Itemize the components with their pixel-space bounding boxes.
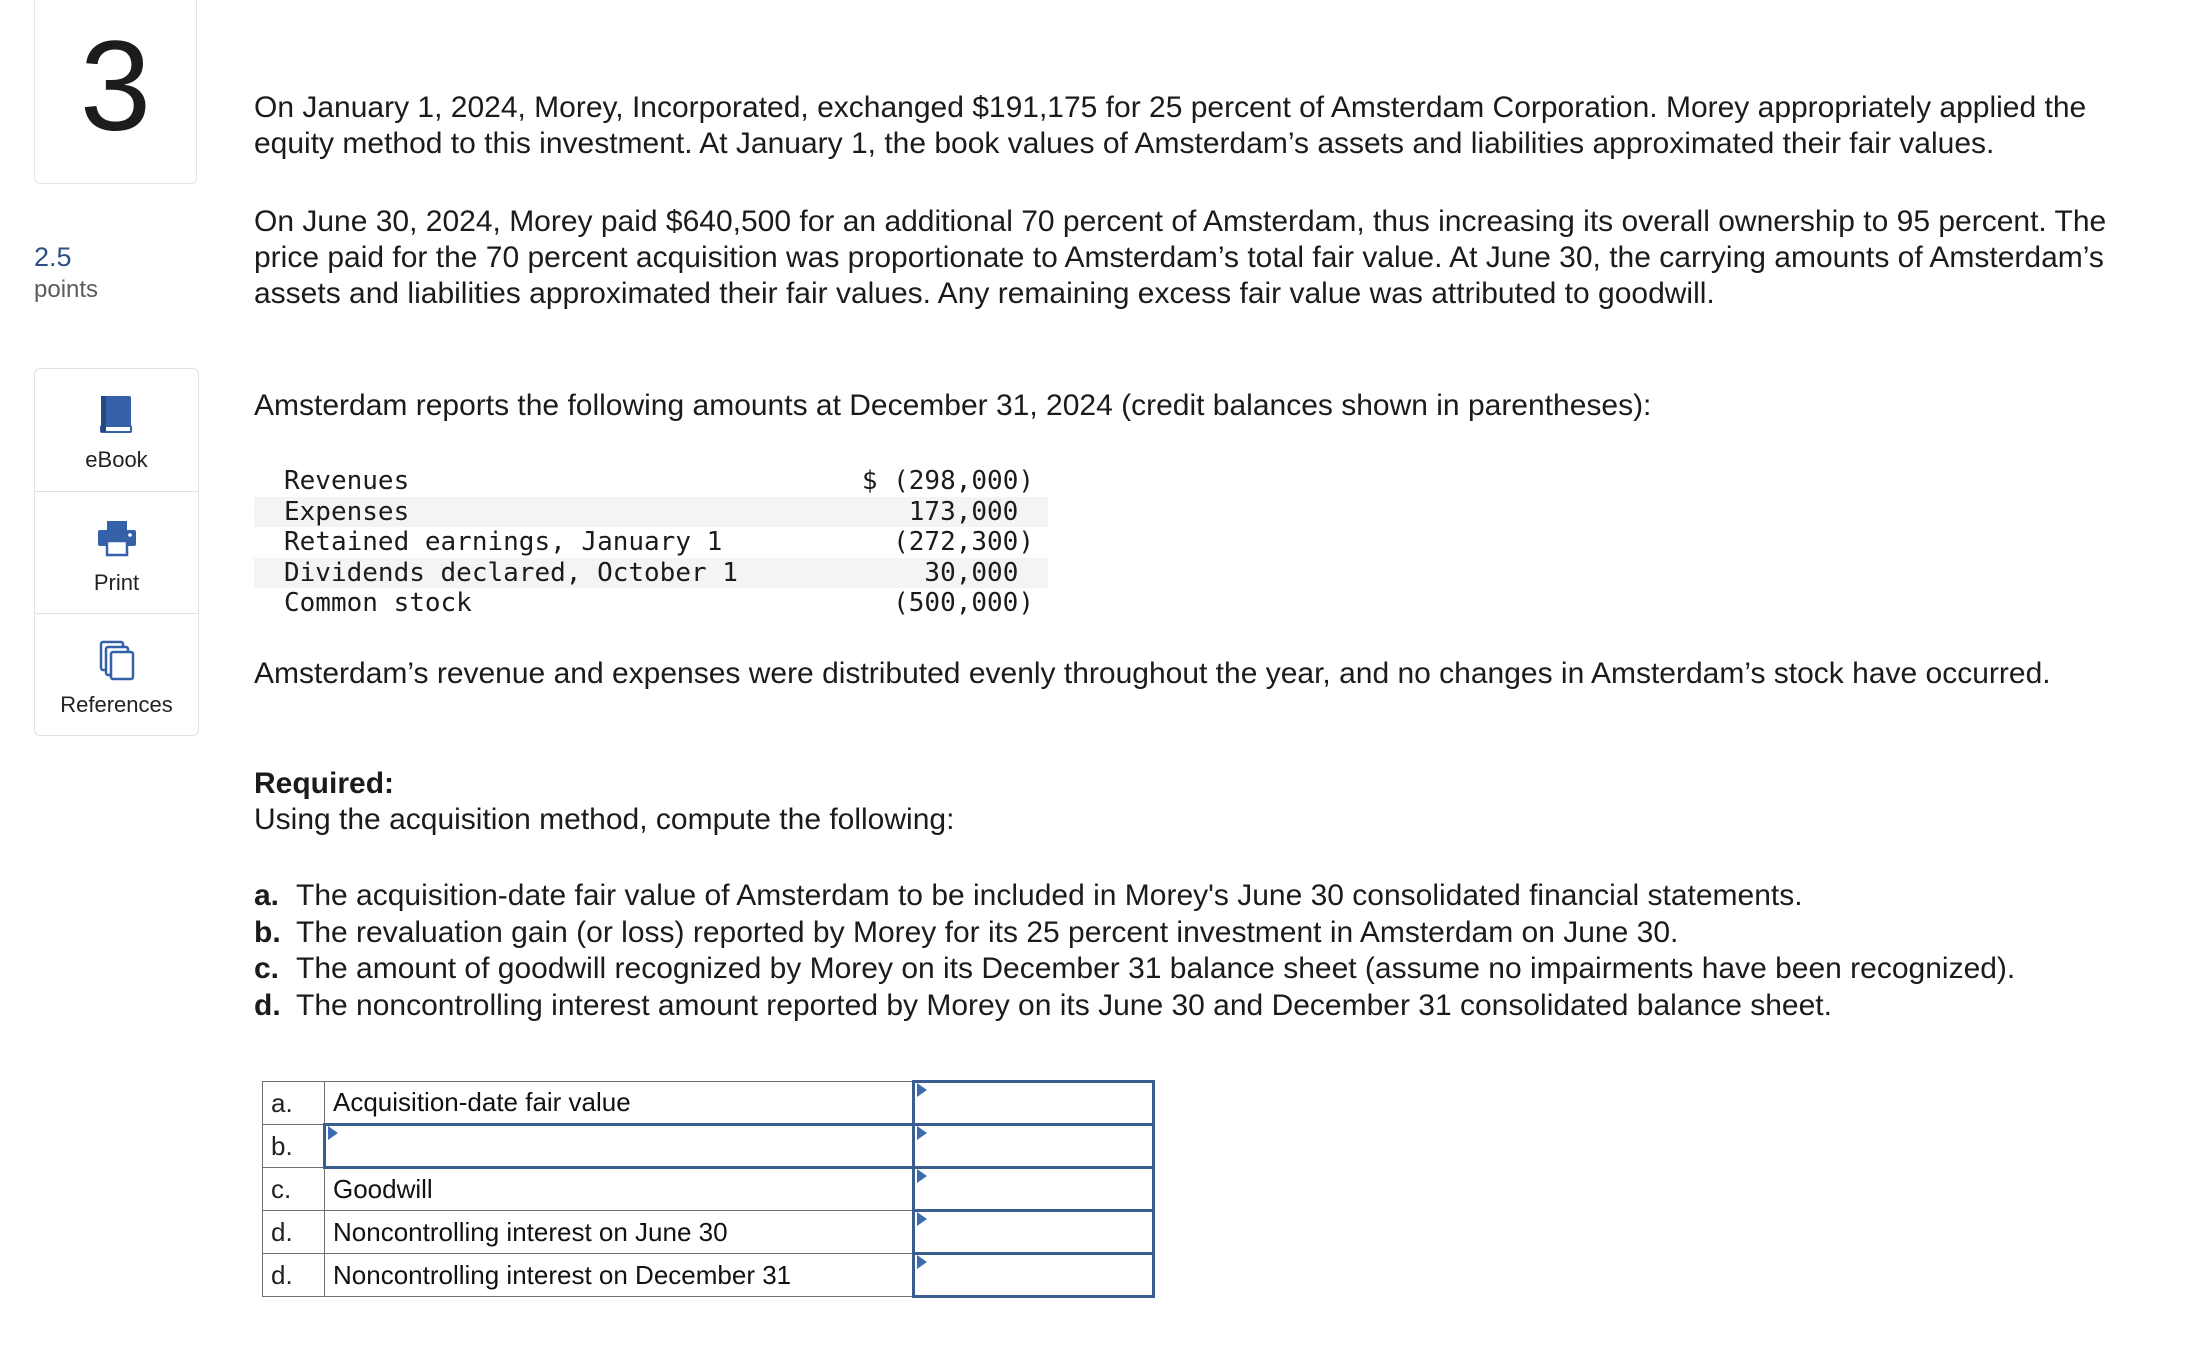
row-description: Acquisition-date fair value (325, 1082, 914, 1125)
ebook-label: eBook (85, 447, 148, 472)
book-icon (99, 393, 135, 437)
item-letter: b. (254, 915, 281, 949)
row-description: Noncontrolling interest on December 31 (325, 1254, 914, 1297)
financial-label: Expenses (254, 497, 827, 528)
print-button[interactable] (35, 491, 198, 613)
flag-marker-icon (917, 1169, 927, 1183)
table-row (254, 588, 1048, 619)
required-heading: Required: (254, 767, 395, 800)
flag-marker-icon (917, 1212, 927, 1226)
references-icon (98, 638, 136, 682)
table-row (254, 497, 1048, 528)
financial-amount: (272,300) (893, 527, 1034, 557)
financial-label: Dividends declared, October 1 (254, 558, 827, 589)
list-item (254, 988, 2154, 1025)
table-row (263, 1168, 1154, 1211)
answer-value-cell[interactable] (914, 1254, 1154, 1297)
flag-marker-icon (328, 1126, 338, 1140)
question-number: 3 (79, 14, 152, 158)
points-value: 2.5 (34, 242, 72, 272)
required-instruction: Using the acquisition method, compute the following: (254, 803, 955, 836)
table-row (263, 1254, 1154, 1297)
item-letter: c. (254, 952, 280, 985)
financial-label: Retained earnings, January 1 (284, 527, 723, 557)
table-row (263, 1125, 1154, 1168)
answer-value-cell[interactable] (914, 1125, 1154, 1168)
item-text: The acquisition-date fair value of Amsterdam to be included in Morey's June 30 consolidated financial statements. (296, 879, 1803, 912)
row-description: Noncontrolling interest on June 30 (325, 1211, 914, 1254)
table-row (254, 527, 1048, 558)
required-section (254, 766, 2154, 838)
paragraph-initial-investment: On January 1, 2024, Morey, Incorporated, exchanged $191,175 for 25 percent of Amsterdam Corporation. Morey appropriately applied the equity method to this investment. At January 1, the book values of Amsterdam’s assets and liabilities approximated their fair values. (254, 91, 2087, 160)
item-letter: d. (254, 988, 281, 1022)
row-description: Goodwill (325, 1168, 914, 1211)
item-text: The revaluation gain (or loss) reported by Morey for its 25 percent investment in Amsterdam on June 30. (296, 915, 1679, 949)
row-letter: d. (263, 1254, 325, 1297)
answer-input-c[interactable] (915, 1169, 1152, 1209)
answer-input-a[interactable] (915, 1083, 1152, 1123)
question-number-box (34, 0, 197, 184)
printer-icon (96, 516, 138, 560)
paragraph-reported-amounts: Amsterdam reports the following amounts at December 31, 2024 (credit balances shown in parentheses): (254, 389, 1652, 422)
answer-value-cell[interactable] (914, 1082, 1154, 1125)
paragraph-additional-acquisition: On June 30, 2024, Morey paid $640,500 for an additional 70 percent of Amsterdam, thus increasing its overall ownership to 95 percent. The price paid for the 70 percent acquisition was proportionate to Amsterdam’s total fair value. At June 30, the carrying amounts of Amsterdam’s assets and liabilities approximated their fair values. Any remaining excess fair value was attributed to goodwill. (254, 205, 2107, 310)
row-description-cell[interactable] (325, 1125, 914, 1168)
table-row (263, 1082, 1154, 1125)
financial-label: Common stock (284, 588, 472, 618)
item-text: The amount of goodwill recognized by Morey on its December 31 balance sheet (assume no impairments have been recognized). (296, 952, 2016, 985)
paragraph-distribution-note: Amsterdam’s revenue and expenses were distributed evenly throughout the year, and no changes in Amsterdam’s stock have occurred. (254, 657, 2051, 690)
financial-amount: (500,000) (893, 588, 1034, 618)
financial-amount: 30,000 (827, 558, 1048, 589)
financial-label: Revenues (284, 466, 410, 496)
list-item (254, 951, 2154, 988)
answer-table (262, 1080, 1155, 1298)
financial-amount: 173,000 (827, 497, 1048, 528)
flag-marker-icon (917, 1126, 927, 1140)
references-label: References (60, 692, 173, 717)
description-input-b[interactable] (334, 1126, 912, 1166)
flag-marker-icon (917, 1083, 927, 1097)
references-button[interactable] (35, 613, 198, 735)
list-item (254, 915, 2154, 952)
answer-input-b[interactable] (915, 1126, 1152, 1166)
tools-panel (34, 368, 199, 736)
points-label: points (34, 276, 99, 303)
row-letter: a. (263, 1082, 325, 1125)
answer-input-d-june[interactable] (915, 1212, 1152, 1252)
ebook-button[interactable] (35, 369, 198, 491)
financial-amount: $ (298,000) (861, 466, 1034, 496)
list-item (254, 878, 2154, 915)
table-row (263, 1211, 1154, 1254)
item-text: The noncontrolling interest amount reported by Morey on its June 30 and December 31 consolidated balance sheet. (296, 988, 1832, 1022)
requirements-list (254, 878, 2154, 1024)
table-row (254, 558, 1048, 589)
table-row (254, 466, 1048, 497)
row-letter: d. (263, 1211, 325, 1254)
item-letter: a. (254, 879, 280, 912)
row-letter: c. (263, 1168, 325, 1211)
answer-input-d-december[interactable] (915, 1255, 1152, 1295)
answer-value-cell[interactable] (914, 1211, 1154, 1254)
answer-value-cell[interactable] (914, 1168, 1154, 1211)
flag-marker-icon (917, 1255, 927, 1269)
financial-amounts-table (254, 466, 1048, 619)
print-label: Print (93, 570, 140, 595)
row-letter: b. (263, 1125, 325, 1168)
